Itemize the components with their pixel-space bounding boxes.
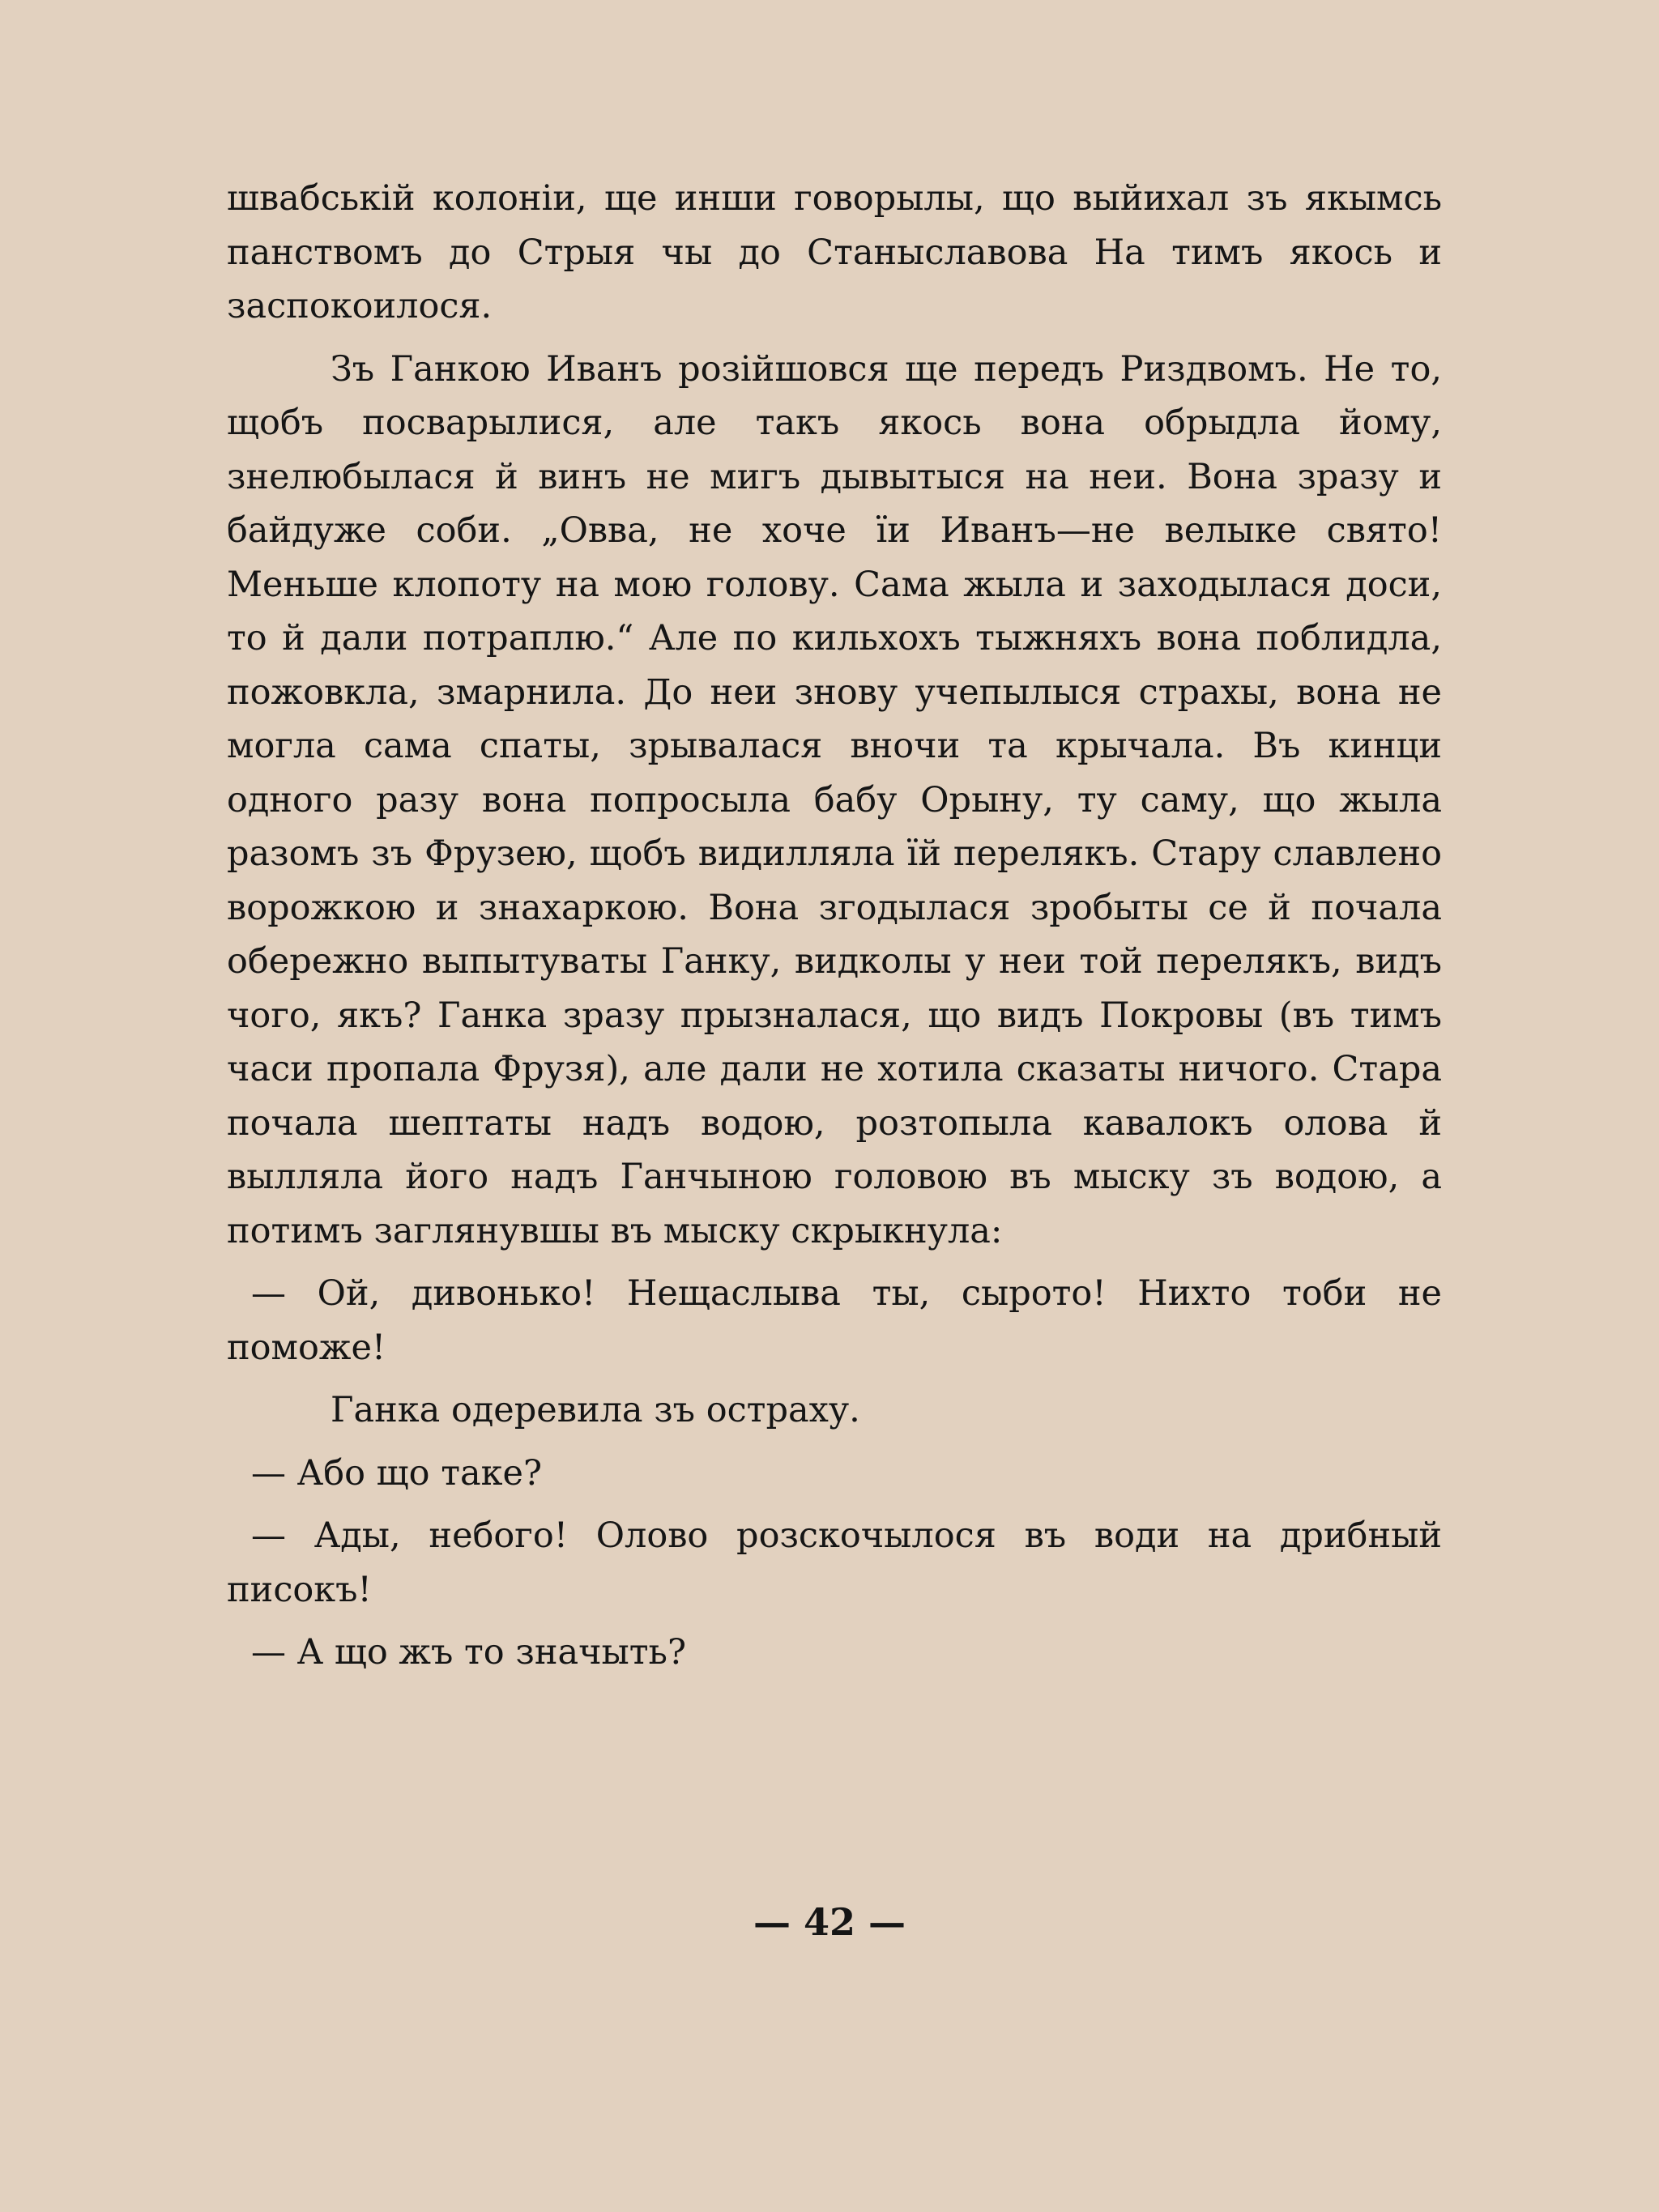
dialogue-line: — А що жъ то значыть? <box>251 1632 687 1673</box>
dialogue-line: — Або що таке? <box>251 1452 543 1494</box>
paragraph: Зъ Ганкою Иванъ розiйшовся ще передъ Риздвомъ. Не то, щобъ посварылися, але такъ якось вона обрыдла йому, знелюбылася й винъ не мигъ дывытыся на неи. Вона зразу и байдуже соби. „Овва, не хоче їи Иванъ—не велыке свято! Меньше клопоту на мою голову. Сама жыла и заходылася доси, то й дали потраплю.“ Але по кильхохъ тыжняхъ вона поблидла, пожовкла, змарнила. До неи знову учепылыся страхы, вона не могла сама спаты, зрывалася вночи та крычала. Въ кинци одного разу вона попросыла бабу Орыну, ту саму, що жыла разомъ зъ Фрузею, щобъ видилляла їй перелякъ. Стару славлено ворожкою и знахаркою. Вона згодылася зробыты се й почала обережно выпытуваты Ганку, видколы у неи той перелякъ, видъ чого, якъ? Ганка зразу прызналася, що видъ Покровы (въ тимъ часи пропала Фрузя), але дали не хотила сказаты ничого. Стара почала шептаты надъ водою, розтопыла кавалокъ олова й вылляла його надъ Ганчыною головою въ мыску зъ водою, а потимъ заглянувшы въ мыску скрыкнула: <box>227 348 1442 1251</box>
paragraph: швабській колоніи, ще инши говорылы, що выйихал зъ якымсь панствомъ до Стрыя чы до Станыславова На тимъ якось и заспокоилося. <box>227 178 1442 326</box>
dialogue-line: — Ой, дивонько! Нещаслыва ты, сыротo! Нихто тоби не поможе! <box>227 1273 1442 1368</box>
paragraph: Ганка одеревила зъ остраху. <box>331 1390 860 1430</box>
body-text <box>227 172 1442 1680</box>
dialogue-line: — Ады, небого! Олово розскочылося въ води на дрибный писокъ! <box>227 1515 1442 1610</box>
page-number: — 42 — <box>753 1900 906 1944</box>
